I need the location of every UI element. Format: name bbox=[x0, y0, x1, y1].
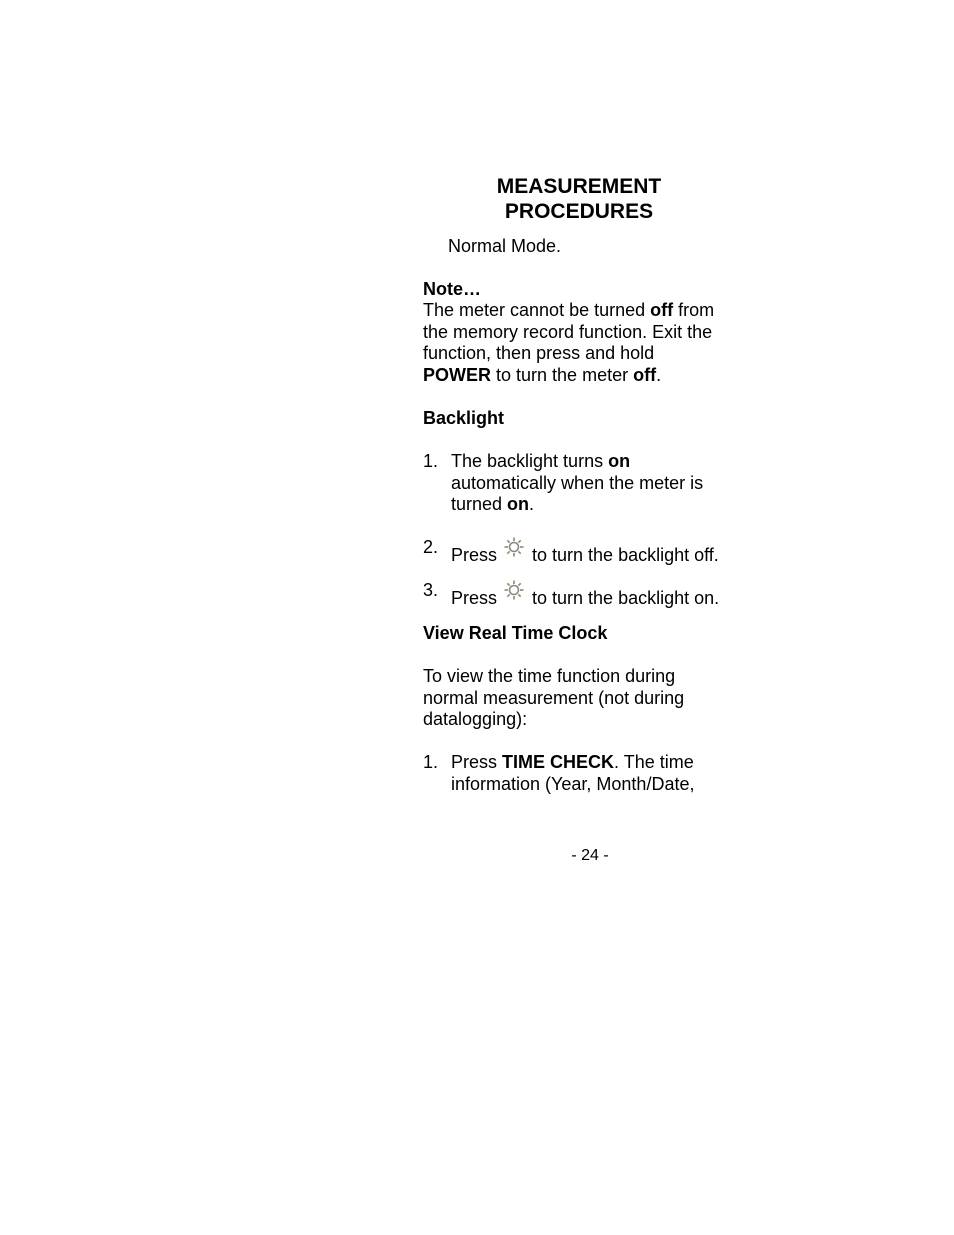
step-emphasis: TIME CHECK bbox=[502, 752, 615, 772]
backlight-step-2 bbox=[423, 537, 743, 567]
title-line-2: PROCEDURES bbox=[504, 200, 654, 223]
note-text: to turn the meter bbox=[491, 365, 634, 385]
note-emphasis: off bbox=[650, 300, 674, 320]
list-number: 3. bbox=[423, 580, 439, 600]
list-number: 1. bbox=[423, 752, 439, 772]
clock-step-1 bbox=[423, 752, 743, 795]
backlight-step-3 bbox=[423, 580, 743, 610]
step-text: Press bbox=[451, 752, 503, 772]
backlight-sun-icon bbox=[504, 537, 524, 557]
step-text: . The time bbox=[614, 752, 694, 772]
step-text-line-1 bbox=[451, 537, 743, 567]
step-text: . bbox=[529, 494, 535, 514]
step-text-line-1 bbox=[451, 580, 743, 610]
step-text: Press bbox=[451, 545, 498, 565]
step-text: The backlight turns bbox=[451, 451, 609, 471]
step-text: to turn the backlight off. bbox=[532, 545, 719, 565]
step-text-line-3 bbox=[451, 494, 743, 516]
note-line-2: the memory record function. Exit the bbox=[423, 322, 713, 342]
note-label: Note… bbox=[423, 279, 481, 299]
note-line-1 bbox=[423, 300, 743, 322]
note-emphasis: off bbox=[633, 365, 657, 385]
page-title bbox=[423, 174, 735, 224]
clock-heading: View Real Time Clock bbox=[423, 623, 608, 643]
step-text: turned bbox=[451, 494, 508, 514]
list-number: 2. bbox=[423, 537, 439, 557]
clock-paragraph-line-1: To view the time function during bbox=[423, 666, 676, 686]
title-line-1: MEASUREMENT bbox=[496, 175, 662, 198]
step-text: Press bbox=[451, 588, 498, 608]
step-emphasis: on bbox=[507, 494, 530, 514]
step-text-line-1 bbox=[451, 752, 743, 774]
mode-intro: Normal Mode. bbox=[448, 236, 562, 256]
step-text: to turn the backlight on. bbox=[532, 588, 720, 608]
step-text-line-1 bbox=[451, 451, 743, 473]
backlight-sun-icon bbox=[504, 580, 524, 600]
note-line-3: function, then press and hold bbox=[423, 343, 655, 363]
step-emphasis: on bbox=[608, 451, 631, 471]
backlight-step-1 bbox=[423, 451, 743, 516]
note-text: from bbox=[673, 300, 715, 320]
step-text-line-2: information (Year, Month/Date, bbox=[451, 773, 695, 794]
step-text-line-2: automatically when the meter is bbox=[451, 472, 704, 493]
clock-paragraph-line-2: normal measurement (not during bbox=[423, 688, 685, 708]
backlight-heading: Backlight bbox=[423, 408, 505, 428]
note-line-4 bbox=[423, 365, 743, 387]
clock-paragraph-line-3: datalogging): bbox=[423, 709, 528, 729]
list-number: 1. bbox=[423, 451, 439, 471]
note-text: The meter cannot be turned bbox=[423, 300, 651, 320]
page-number: - 24 - bbox=[571, 847, 609, 864]
note-text: . bbox=[656, 365, 662, 385]
note-emphasis: POWER bbox=[423, 365, 492, 385]
